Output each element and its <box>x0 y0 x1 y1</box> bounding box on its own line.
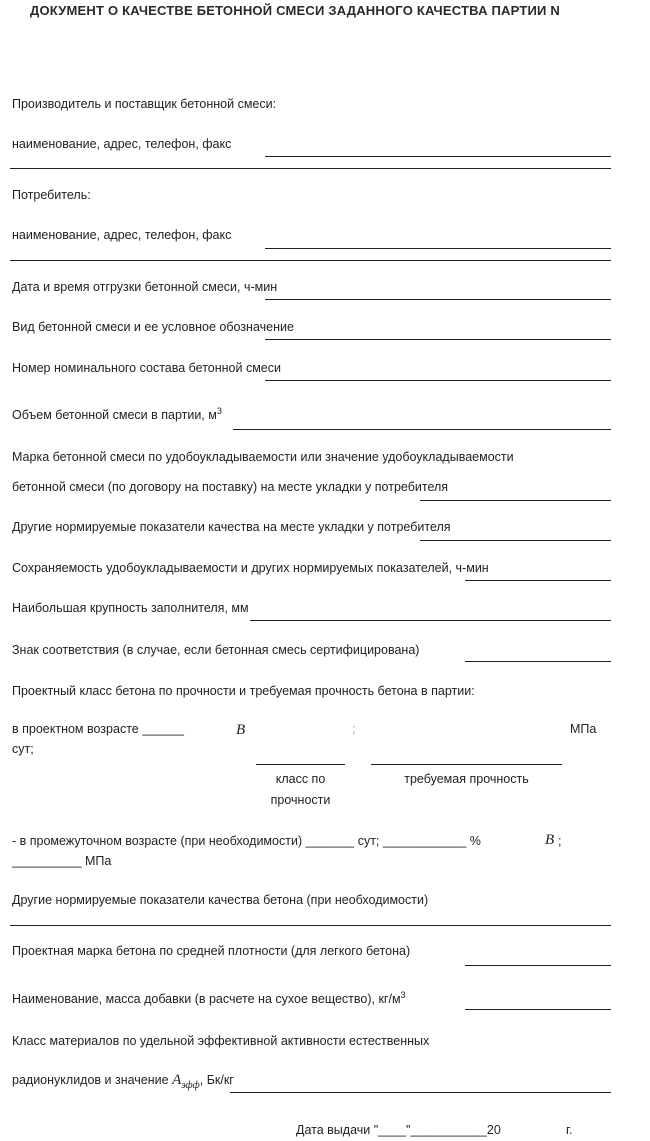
intermediate-semicolon: ; <box>558 834 562 848</box>
shipment-datetime-line <box>265 299 611 300</box>
intermediate-b-symbol: B <box>545 832 555 848</box>
class-caption-2: прочности <box>270 793 331 807</box>
mix-type-label: Вид бетонной смеси и ее условное обозначение <box>12 320 294 334</box>
nominal-composition-label: Номер номинального состава бетонной смеси <box>12 361 281 375</box>
mix-type-line <box>265 339 611 340</box>
design-age-unit: сут; <box>12 742 34 756</box>
document-title: ДОКУМЕНТ О КАЧЕСТВЕ БЕТОННОЙ СМЕСИ ЗАДАННОГО КАЧЕСТВА ПАРТИИ N <box>30 3 560 18</box>
workability-label-2: бетонной смеси (по договору на поставку) на месте укладки у потребителя <box>12 480 449 494</box>
additive-unit-sup: 3 <box>400 990 406 1000</box>
class-line <box>256 764 345 765</box>
producer-details-label: наименование, адрес, телефон, факс <box>12 137 232 151</box>
density-grade-line <box>465 965 611 966</box>
producer-label: Производитель и поставщик бетонной смеси: <box>12 97 277 111</box>
radionuclides-line <box>230 1092 611 1093</box>
design-semicolon: ; <box>352 722 356 736</box>
nominal-composition-line <box>265 380 611 381</box>
preservation-label: Сохраняемость удобоукладываемости и других нормируемых показателей, ч-мин <box>12 561 489 575</box>
other-indicators-site-label: Другие нормируемые показатели качества на месте укладки у потребителя <box>12 520 451 534</box>
consumer-label: Потребитель: <box>12 188 91 202</box>
preservation-line <box>465 580 611 581</box>
required-strength-caption: требуемая прочность <box>404 772 529 786</box>
issue-date-year-suffix: г. <box>566 1123 573 1137</box>
additive-label: Наименование, масса добавки (в расчете на сухое вещество), $кг/м^3$ <box>12 990 406 1006</box>
other-concrete-indicators-line <box>10 925 611 926</box>
b-symbol: B <box>236 722 246 738</box>
design-age-label: в проектном возрасте ______ <box>12 722 184 736</box>
issue-date-label: Дата выдачи "____"___________20 <box>296 1123 501 1137</box>
required-strength-line <box>371 764 562 765</box>
density-grade-label: Проектная марка бетона по средней плотности (для легкого бетона) <box>12 944 411 958</box>
intermediate-age-label: - в промежуточном возрасте (при необходимости) _______ сут; ____________ % <box>12 834 481 848</box>
consumer-details-line <box>265 248 611 249</box>
workability-label-1: Марка бетонной смеси по удобоукладываемости или значение удобоукладываемости <box>12 450 514 464</box>
mpa-unit: МПа <box>570 722 597 736</box>
other-indicators-site-line <box>420 540 611 541</box>
conformity-mark-line <box>465 661 611 662</box>
other-concrete-indicators-label: Другие нормируемые показатели качества бетона (при необходимости) <box>12 893 429 907</box>
producer-details-line <box>265 156 611 157</box>
volume-line <box>233 429 611 430</box>
strength-class-label: Проектный класс бетона по прочности и требуемая прочность бетона в партии: <box>12 684 475 698</box>
intermediate-mpa: __________ МПа <box>12 854 112 868</box>
additive-line <box>465 1009 611 1010</box>
consumer-details-label: наименование, адрес, телефон, факс <box>12 228 232 242</box>
conformity-mark-label: Знак соответствия (в случае, если бетонная смесь сертифицирована) <box>12 643 420 657</box>
radionuclides-label-2: радионуклидов и значение $A_{эфф}$, Бк/кг <box>12 1072 234 1091</box>
producer-extra-line <box>10 168 611 169</box>
max-aggregate-label: Наибольшая крупность заполнителя, мм <box>12 601 249 615</box>
workability-line <box>420 500 611 501</box>
max-aggregate-line <box>250 620 611 621</box>
a-eff-symbol: $A_{эфф}$ <box>172 1072 200 1091</box>
radionuclides-label-1: Класс материалов по удельной эффективной активности естественных <box>12 1034 430 1048</box>
consumer-extra-line <box>10 260 611 261</box>
volume-unit-sup: 3 <box>216 406 222 416</box>
shipment-datetime-label: Дата и время отгрузки бетонной смеси, ч-мин <box>12 280 278 294</box>
class-caption-1: класс по <box>275 772 326 786</box>
volume-label: Объем бетонной смеси в партии, $м^3$ <box>12 406 222 422</box>
